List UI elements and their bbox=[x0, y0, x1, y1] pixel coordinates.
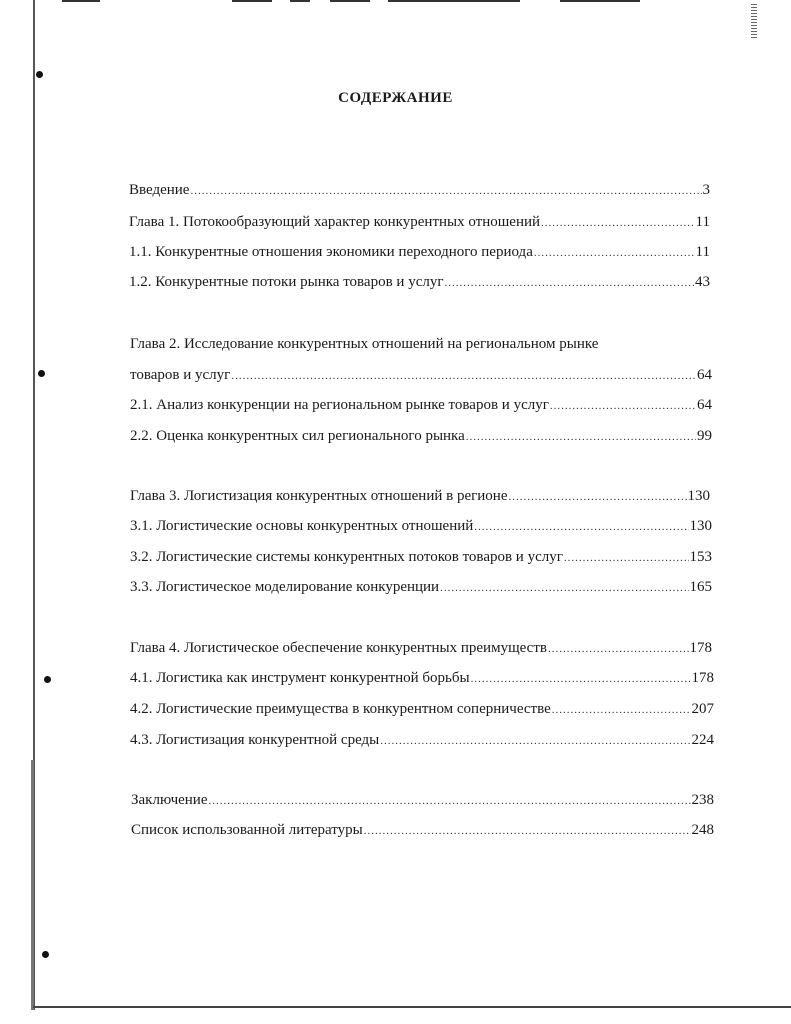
scan-edge-top bbox=[290, 0, 310, 2]
toc-entry bbox=[129, 271, 710, 293]
toc-entry-label: 4.3. Логистизация конкурентной среды bbox=[130, 732, 380, 748]
toc-entry-page: 130 bbox=[689, 518, 712, 534]
toc-entry bbox=[130, 667, 714, 689]
toc-entry-label: 2.2. Оценка конкурентных сил регионального рынка bbox=[130, 428, 465, 444]
scan-edge-top bbox=[560, 0, 640, 2]
toc-leader bbox=[548, 638, 689, 660]
punch-hole-dot bbox=[36, 71, 43, 78]
toc-entry-page: 224 bbox=[691, 732, 714, 748]
scan-edge-bottom bbox=[33, 1006, 791, 1008]
toc-leader bbox=[541, 212, 695, 234]
toc-leader bbox=[440, 577, 688, 599]
toc-entry bbox=[130, 637, 712, 659]
toc-entry-label: товаров и услуг bbox=[130, 367, 231, 383]
toc-entry bbox=[130, 364, 712, 386]
toc-entry-page: 64 bbox=[697, 397, 712, 413]
toc-entry bbox=[129, 179, 710, 201]
toc-entry-label: 4.2. Логистические преимущества в конкурентном соперничестве bbox=[130, 701, 551, 717]
toc-entry-label: Глава 1. Потокообразующий характер конкурентных отношений bbox=[129, 214, 541, 230]
toc-entry bbox=[131, 789, 714, 811]
toc-entry-page: 43 bbox=[695, 274, 710, 290]
punch-hole-dot bbox=[38, 370, 45, 377]
toc-entry-page: 248 bbox=[691, 822, 714, 838]
toc-entry bbox=[129, 211, 710, 233]
toc-entry-label: 3.2. Логистические системы конкурентных потоков товаров и услуг bbox=[130, 549, 563, 565]
scan-edge-right bbox=[751, 4, 757, 38]
toc-entry-page: 3 bbox=[702, 182, 710, 198]
toc-leader bbox=[564, 547, 689, 569]
toc-entry bbox=[130, 546, 712, 568]
toc-leader bbox=[509, 486, 687, 508]
toc-entry-label: 3.3. Логистическое моделирование конкуренции bbox=[130, 579, 440, 595]
toc-leader bbox=[445, 272, 695, 294]
toc-entry-label: 2.1. Анализ конкуренции на региональном рынке товаров и услуг bbox=[130, 397, 549, 413]
toc-entry bbox=[130, 729, 714, 751]
scan-edge-top bbox=[232, 0, 272, 2]
toc-entry-label: Введение bbox=[129, 182, 190, 198]
toc-entry bbox=[129, 241, 710, 263]
toc-entry bbox=[130, 698, 714, 720]
scan-edge-left-shadow bbox=[31, 760, 34, 1010]
toc-entry-page: 238 bbox=[691, 792, 714, 808]
toc-leader bbox=[190, 180, 701, 202]
toc-entry-label: Заключение bbox=[131, 792, 208, 808]
scan-edge-top bbox=[62, 0, 100, 2]
toc-entry bbox=[130, 425, 712, 447]
punch-hole-dot bbox=[42, 951, 49, 958]
scan-edge-top bbox=[330, 0, 370, 2]
toc-entry-page: 178 bbox=[691, 670, 714, 686]
toc-leader bbox=[474, 516, 688, 538]
page-title: СОДЕРЖАНИЕ bbox=[338, 90, 453, 106]
toc-leader bbox=[471, 668, 691, 690]
toc-leader bbox=[550, 395, 696, 417]
toc-entry-page: 11 bbox=[695, 214, 710, 230]
toc-entry-page: 130 bbox=[687, 488, 710, 504]
toc-entry-label: 3.1. Логистические основы конкурентных отношений bbox=[130, 518, 474, 534]
toc-entry-page: 165 bbox=[689, 579, 712, 595]
toc-entry-first-line: Глава 2. Исследование конкурентных отношений на региональном рынке bbox=[130, 336, 599, 352]
toc-leader bbox=[231, 365, 696, 387]
toc-entry bbox=[130, 394, 712, 416]
toc-leader bbox=[466, 426, 696, 448]
scan-edge-top bbox=[388, 0, 520, 2]
toc-entry-label: 1.2. Конкурентные потоки рынка товаров и услуг bbox=[129, 274, 444, 290]
toc-entry bbox=[131, 819, 714, 841]
toc-entry-page: 99 bbox=[697, 428, 712, 444]
toc-entry-page: 11 bbox=[695, 244, 710, 260]
toc-leader bbox=[209, 790, 691, 812]
toc-leader bbox=[534, 242, 695, 264]
toc-entry-page: 64 bbox=[697, 367, 712, 383]
toc-entry-page: 178 bbox=[689, 640, 712, 656]
toc-entry bbox=[130, 576, 712, 598]
toc-entry-label: Глава 3. Логистизация конкурентных отношений в регионе bbox=[130, 488, 508, 504]
toc-entry-label: 4.1. Логистика как инструмент конкурентной борьбы bbox=[130, 670, 470, 686]
toc-entry-label: Глава 4. Логистическое обеспечение конкурентных преимуществ bbox=[130, 640, 547, 656]
punch-hole-dot bbox=[44, 676, 51, 683]
toc-entry bbox=[130, 515, 712, 537]
toc-leader bbox=[364, 820, 691, 842]
toc-leader bbox=[552, 699, 691, 721]
toc-entry-label: Список использованной литературы bbox=[131, 822, 363, 838]
toc-leader bbox=[380, 730, 690, 752]
toc-entry bbox=[130, 485, 710, 507]
toc-entry-page: 207 bbox=[691, 701, 714, 717]
toc-entry-label: 1.1. Конкурентные отношения экономики переходного периода bbox=[129, 244, 533, 260]
toc-entry-page: 153 bbox=[689, 549, 712, 565]
